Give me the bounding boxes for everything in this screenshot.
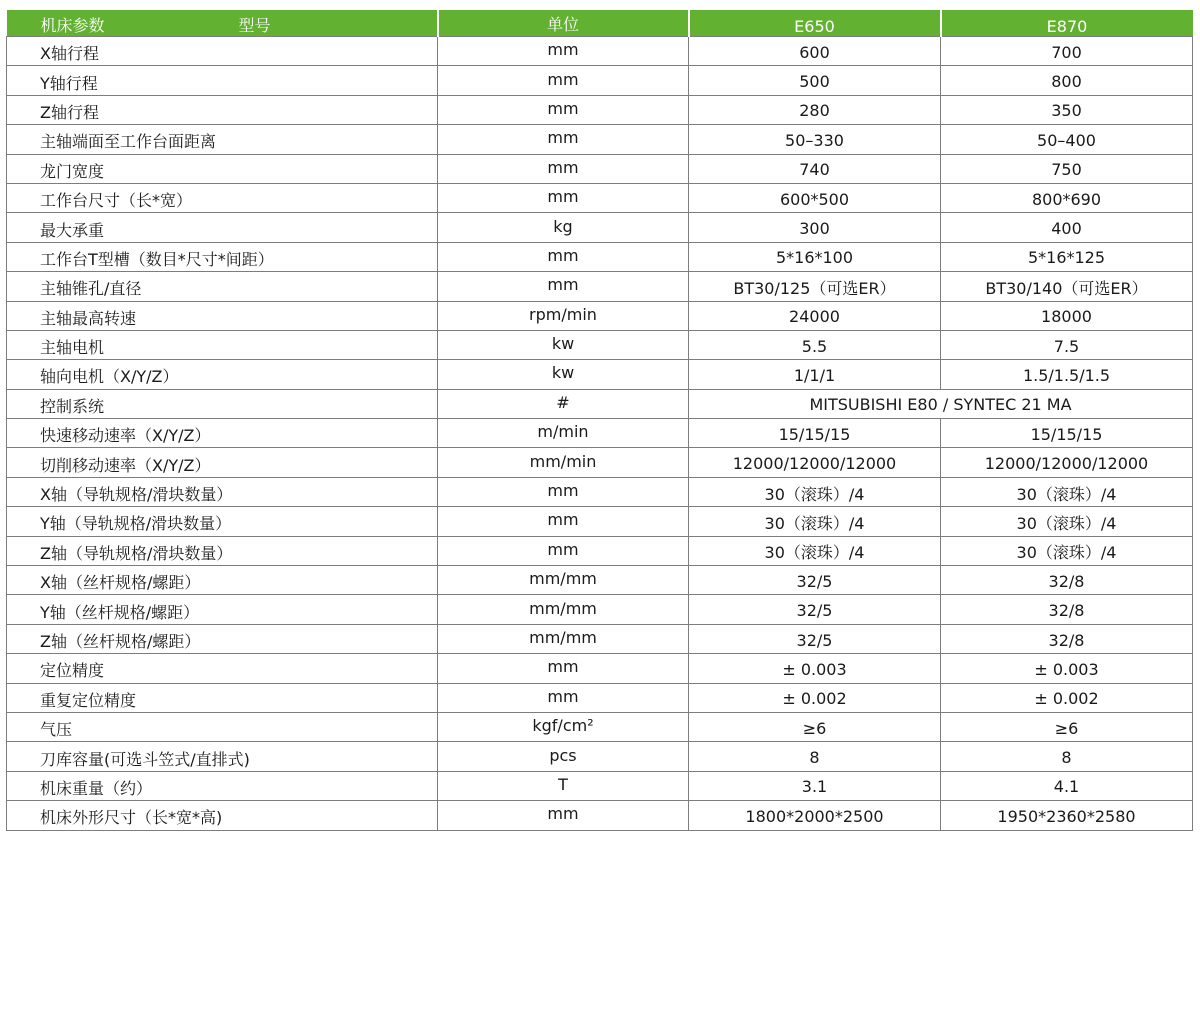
param-name-cell: Y轴（丝杆规格/螺距） [7, 595, 438, 624]
unit-cell: mm [438, 154, 689, 183]
value-cell-e650: 50–330 [689, 125, 941, 154]
unit-cell: mm [438, 183, 689, 212]
value-cell-e650: 5*16*100 [689, 242, 941, 271]
table-row [7, 536, 1193, 565]
table-row [7, 242, 1193, 271]
value-cell-e650: 12000/12000/12000 [689, 448, 941, 477]
value-cell-e650: ± 0.003 [689, 654, 941, 683]
unit-cell: pcs [438, 742, 689, 771]
value-cell-e870: 30（滚珠）/4 [941, 477, 1193, 506]
model-name: E650 [794, 16, 835, 36]
unit-cell: kw [438, 330, 689, 359]
param-name-cell: 定位精度 [7, 654, 438, 683]
param-name-cell: 快速移动速率（X/Y/Z） [7, 419, 438, 448]
table-row [7, 566, 1193, 595]
value-cell-e650: 5.5 [689, 330, 941, 359]
value-cell-e650: 32/5 [689, 624, 941, 653]
unit-cell: mm [438, 272, 689, 301]
value-cell-e870: 32/8 [941, 595, 1193, 624]
table-row [7, 389, 1193, 418]
value-cell-e650: 32/5 [689, 566, 941, 595]
model-header-e650 [689, 10, 941, 37]
value-cell-e650: 600 [689, 37, 941, 66]
value-cell-e870: ± 0.003 [941, 654, 1193, 683]
value-cell-e650: 32/5 [689, 595, 941, 624]
table-row [7, 125, 1193, 154]
value-cell-e650: 30（滚珠）/4 [689, 536, 941, 565]
value-cell-e870: 50–400 [941, 125, 1193, 154]
value-cell-e870: 15/15/15 [941, 419, 1193, 448]
table-row [7, 448, 1193, 477]
table-row [7, 272, 1193, 301]
unit-cell: mm [438, 507, 689, 536]
table-row [7, 360, 1193, 389]
param-name-cell: X轴（丝杆规格/螺距） [7, 566, 438, 595]
unit-cell: mm [438, 95, 689, 124]
unit-cell: mm [438, 66, 689, 95]
header-row [7, 10, 1193, 37]
param-name-cell: 主轴锥孔/直径 [7, 272, 438, 301]
value-cell-e870: 750 [941, 154, 1193, 183]
table-row [7, 624, 1193, 653]
param-name-cell: 最大承重 [7, 213, 438, 242]
value-cell-e870: 30（滚珠）/4 [941, 507, 1193, 536]
table-row [7, 66, 1193, 95]
value-cell-e650: ≥6 [689, 712, 941, 741]
unit-cell: mm [438, 654, 689, 683]
table-row [7, 419, 1193, 448]
value-cell-e870: ± 0.002 [941, 683, 1193, 712]
param-name-cell: 机床重量（约） [7, 771, 438, 800]
param-name-cell: 主轴电机 [7, 330, 438, 359]
unit-cell: mm [438, 683, 689, 712]
param-name-cell: 控制系统 [7, 389, 438, 418]
value-cell-e870: 400 [941, 213, 1193, 242]
table-row [7, 683, 1193, 712]
value-cell-e870: 12000/12000/12000 [941, 448, 1193, 477]
value-cell-e650: 24000 [689, 301, 941, 330]
value-cell-e650: 600*500 [689, 183, 941, 212]
table-row [7, 771, 1193, 800]
table-row [7, 801, 1193, 830]
param-name-cell: Z轴（导轨规格/滑块数量） [7, 536, 438, 565]
table-row [7, 301, 1193, 330]
unit-cell: # [438, 389, 689, 418]
value-cell-e650: 1/1/1 [689, 360, 941, 389]
param-header-label: 机床参数 [40, 16, 105, 35]
value-cell-e870: 32/8 [941, 566, 1193, 595]
unit-cell: kw [438, 360, 689, 389]
value-cell-e650: 3.1 [689, 771, 941, 800]
value-cell-e870: 800 [941, 66, 1193, 95]
param-name-cell: Y轴行程 [7, 66, 438, 95]
param-name-cell: 轴向电机（X/Y/Z） [7, 360, 438, 389]
unit-cell: mm/mm [438, 595, 689, 624]
table-row [7, 95, 1193, 124]
param-name-cell: 机床外形尺寸（长*宽*高) [7, 801, 438, 830]
model-name: E870 [1046, 16, 1088, 36]
param-name-cell: 切削移动速率（X/Y/Z） [7, 448, 438, 477]
table-row [7, 330, 1193, 359]
unit-cell: mm [438, 477, 689, 506]
value-cell-e650: 15/15/15 [689, 419, 941, 448]
param-name-cell: X轴（导轨规格/滑块数量） [7, 477, 438, 506]
unit-cell: mm/min [438, 448, 689, 477]
value-cell-e870: 800*690 [941, 183, 1193, 212]
value-cell-e870: 700 [941, 37, 1193, 66]
unit-cell: mm [438, 37, 689, 66]
unit-cell: kg [438, 213, 689, 242]
param-name-cell: 主轴最高转速 [7, 301, 438, 330]
param-name-cell: 主轴端面至工作台面距离 [7, 125, 438, 154]
model-header-label: 型号 [238, 16, 271, 35]
value-cell-e870: BT30/140（可选ER） [941, 272, 1193, 301]
param-name-cell: 气压 [7, 712, 438, 741]
value-cell-e870: 7.5 [941, 330, 1193, 359]
unit-cell: mm [438, 242, 689, 271]
value-cell-e650: 740 [689, 154, 941, 183]
value-cell-e650: 30（滚珠）/4 [689, 477, 941, 506]
param-name-cell: X轴行程 [7, 37, 438, 66]
unit-cell: mm/mm [438, 624, 689, 653]
param-name-cell: 重复定位精度 [7, 683, 438, 712]
unit-cell: kgf/cm² [438, 712, 689, 741]
param-name-cell: Z轴（丝杆规格/螺距） [7, 624, 438, 653]
param-name-cell: 工作台尺寸（长*宽） [7, 183, 438, 212]
value-cell-e870: 18000 [941, 301, 1193, 330]
table-row [7, 477, 1193, 506]
param-name-cell: 龙门宽度 [7, 154, 438, 183]
value-cell-e870: 1.5/1.5/1.5 [941, 360, 1193, 389]
value-cell-e650: 30（滚珠）/4 [689, 507, 941, 536]
value-cell-e870: 5*16*125 [941, 242, 1193, 271]
param-name-cell: Y轴（导轨规格/滑块数量） [7, 507, 438, 536]
table-row [7, 595, 1193, 624]
unit-cell: mm [438, 125, 689, 154]
value-cell-e870: 350 [941, 95, 1193, 124]
model-header-e870 [941, 10, 1193, 37]
unit-cell: m/min [438, 419, 689, 448]
value-cell-e870: 1950*2360*2580 [941, 801, 1193, 830]
table-row [7, 712, 1193, 741]
unit-cell: rpm/min [438, 301, 689, 330]
value-cell-e870: 4.1 [941, 771, 1193, 800]
table-row [7, 37, 1193, 66]
merged-value-cell: MITSUBISHI E80 / SYNTEC 21 MA [689, 389, 1193, 418]
value-cell-e650: 8 [689, 742, 941, 771]
unit-cell: mm/mm [438, 566, 689, 595]
table-row [7, 507, 1193, 536]
value-cell-e650: 300 [689, 213, 941, 242]
table-row [7, 213, 1193, 242]
unit-header: 单位 [438, 10, 689, 37]
value-cell-e870: ≥6 [941, 712, 1193, 741]
table-row [7, 183, 1193, 212]
spec-table-body [7, 37, 1193, 831]
table-row [7, 154, 1193, 183]
value-cell-e870: 32/8 [941, 624, 1193, 653]
table-row [7, 654, 1193, 683]
spec-table [6, 10, 1193, 831]
value-cell-e650: 500 [689, 66, 941, 95]
value-cell-e650: BT30/125（可选ER） [689, 272, 941, 301]
param-name-cell: 刀库容量(可选斗笠式/直排式) [7, 742, 438, 771]
unit-cell: T [438, 771, 689, 800]
param-name-cell: 工作台T型槽（数目*尺寸*间距） [7, 242, 438, 271]
param-model-header [7, 10, 438, 37]
value-cell-e650: 1800*2000*2500 [689, 801, 941, 830]
unit-cell: mm [438, 801, 689, 830]
param-name-cell: Z轴行程 [7, 95, 438, 124]
unit-cell: mm [438, 536, 689, 565]
value-cell-e650: 280 [689, 95, 941, 124]
value-cell-e870: 8 [941, 742, 1193, 771]
value-cell-e650: ± 0.002 [689, 683, 941, 712]
table-row [7, 742, 1193, 771]
value-cell-e870: 30（滚珠）/4 [941, 536, 1193, 565]
